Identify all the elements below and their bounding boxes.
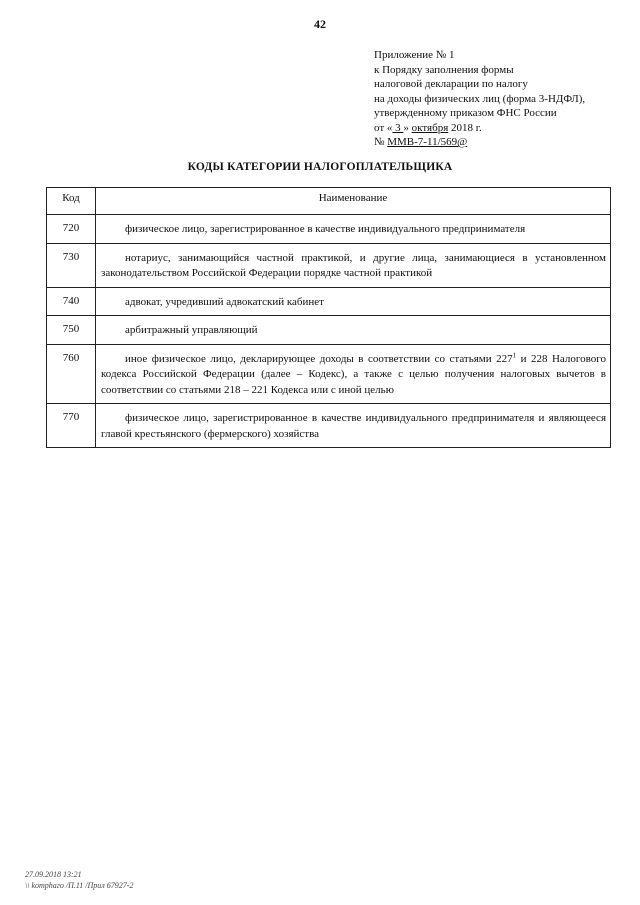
- date-day: 3: [392, 121, 404, 134]
- row-description: адвокат, учредивший адвокатский кабинет: [96, 287, 611, 316]
- table-row: [47, 404, 611, 448]
- row-code: 730: [47, 243, 96, 287]
- row-text-part-b: и 228 Налогового кодекса Российской Федерации (далее – Кодекс), а также с целью получения налоговых вычетов в соответствии со статьями 218 – 221 Кодекса или с иной целью: [101, 352, 606, 396]
- table-row: [47, 287, 611, 316]
- header-name: Наименование: [96, 188, 611, 215]
- row-description: физическое лицо, зарегистрированное в качестве индивидуального предпринимателя: [96, 215, 611, 244]
- appendix-line-3: налоговой декларации по налогу: [374, 78, 528, 90]
- superscript-mark: 1: [512, 350, 517, 359]
- row-description: физическое лицо, зарегистрированное в качестве индивидуального предпринимателя и являющееся главой крестьянского (фермерского) хозяйства: [96, 404, 611, 448]
- footer-stamp: [25, 869, 133, 891]
- footer-timestamp: 27.09.2018 13:21: [25, 870, 82, 879]
- appendix-block: [374, 48, 624, 150]
- date-year: 2018 г.: [448, 121, 482, 134]
- table-row: [47, 316, 611, 345]
- page-number: 42: [314, 17, 326, 31]
- appendix-number: [374, 135, 624, 150]
- table-header-row: [47, 188, 611, 215]
- date-mid: »: [403, 121, 412, 134]
- appendix-line-4: на доходы физических лиц (форма 3-НДФЛ),: [374, 92, 586, 105]
- header-code: Код: [47, 188, 96, 215]
- row-description: [96, 344, 611, 404]
- document-title: КОДЫ КАТЕГОРИИ НАЛОГОПЛАТЕЛЬЩИКА: [187, 161, 453, 173]
- table-row: [47, 344, 611, 404]
- appendix-line-5: утвержденному приказом ФНС России: [374, 107, 557, 119]
- appendix-date: [374, 121, 624, 136]
- row-code: 770: [47, 404, 96, 448]
- footer-path: \\ komphaго /П.11 /Прил 67927-2: [25, 881, 134, 890]
- row-code: 720: [47, 215, 96, 244]
- appendix-line-2: к Порядку заполнения формы: [374, 63, 514, 76]
- row-description: арбитражный управляющий: [96, 316, 611, 345]
- row-code: 760: [47, 344, 96, 404]
- table-row: [47, 215, 611, 244]
- codes-table: [46, 187, 611, 448]
- number-prefix: №: [374, 136, 388, 148]
- row-code: 750: [47, 316, 96, 345]
- order-number: ММВ-7-11/569@: [387, 136, 468, 148]
- date-month: октября: [411, 121, 449, 134]
- appendix-line-1: Приложение № 1: [374, 49, 455, 61]
- row-text-part-a: иное физическое лицо, декларирующее доходы в соответствии со статьями 227: [125, 352, 513, 365]
- row-description: нотариус, занимающийся частной практикой, и другие лица, занимающиеся в установленном законодательством Российской Федерации порядке частной практикой: [96, 243, 611, 287]
- row-code: 740: [47, 287, 96, 316]
- table-row: [47, 243, 611, 287]
- date-prefix: от «: [374, 121, 393, 134]
